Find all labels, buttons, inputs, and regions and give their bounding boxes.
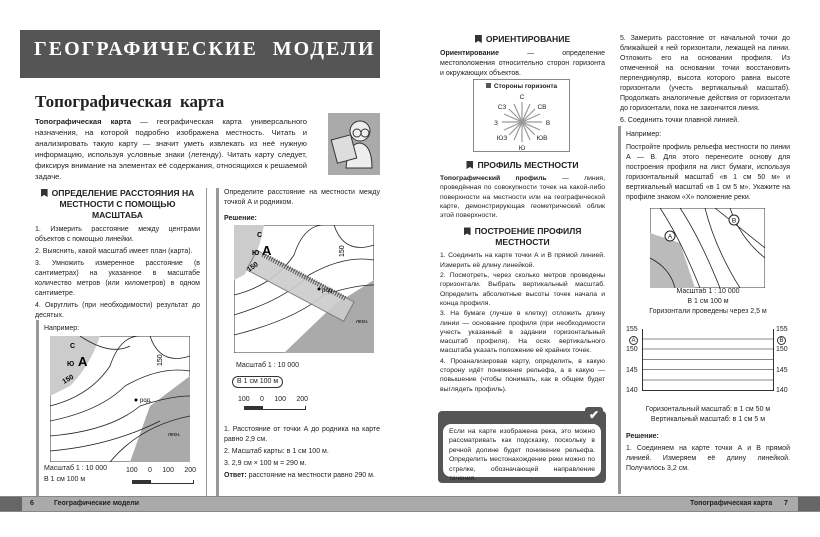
forest-label: лесн. [356, 319, 369, 325]
page-number: 6 [30, 500, 34, 507]
section-heading: ОРИЕНТИРОВАНИЕ [485, 34, 571, 44]
axis-tick-label: 155 [626, 326, 638, 333]
point-a-label: А [262, 243, 272, 258]
section-heading: ПРОФИЛЬ МЕСТНОСТИ [477, 160, 579, 170]
right-footer [410, 496, 820, 512]
profile-definition: Топографический профиль — линия, проведённая по совокупности точек на какой-либо поверхности на местности или на географической карте, демонстрирующая геометрический облик этой поверхности. [440, 175, 605, 220]
column-divider [206, 188, 207, 498]
footer-tab [0, 497, 22, 511]
solution-step: 3. 2,9 см × 100 м = 290 м. [224, 460, 307, 467]
answer-text: расстояние на местности равно 290 м. [246, 472, 375, 479]
south-label: Ю [67, 361, 75, 368]
step: 1. Соединить на карте точки А и В прямой линией. Измерить её длину линейкой. [440, 252, 605, 269]
footer-title: Топографическая карта [690, 500, 773, 507]
contour-label: 150 [246, 261, 260, 274]
axis-tick-label: 145 [776, 367, 788, 374]
contour-label: 150 [157, 354, 164, 366]
scale-named-box: В 1 см 100 м [232, 376, 283, 388]
distance-section [35, 188, 200, 323]
scale-named: В 1 см 100 м [687, 298, 729, 305]
profile-baseline [642, 390, 774, 391]
axis-tick-label: 140 [776, 387, 788, 394]
compass-s: Ю [518, 145, 526, 152]
axis-tick-label: 155 [776, 326, 788, 333]
example-label: Например: [44, 325, 80, 332]
bookmark-icon [475, 35, 482, 43]
bookmark-icon [466, 161, 473, 169]
scale-bar [244, 406, 306, 410]
contour-label: 150 [61, 373, 76, 386]
scale-named: В 1 см 100 м [44, 476, 86, 483]
compass-w: З [494, 120, 498, 127]
solution-label: Решение: [224, 215, 257, 222]
north-label: С [70, 343, 76, 350]
topo-map-example [50, 336, 190, 462]
compass-se: ЮВ [536, 135, 548, 142]
contour-label: 150 [339, 245, 346, 257]
map-caption [626, 287, 790, 317]
solution-step: 2. Масштаб карты: в 1 см 100 м. [224, 448, 329, 455]
profile-grid [626, 325, 790, 397]
solution-text: 1. Соединяем на карте точки А и В прямой линией. Измеряем её длину линейкой. Получилось 3,2 см. [626, 445, 790, 472]
example-task: Постройте профиль рельефа местности по линии А — В. Для этого перенесите основу для построения профиля на лист бумаги, используя горизонтальный масштаб «в 1 см 50 м» и вертикальный масштаб «в 1 см 5 м». Укажите на профиле знаком «Х» положение реки. [626, 144, 790, 201]
compass-n: С [519, 94, 525, 101]
map-point-a: А [667, 233, 673, 241]
compass-rose-icon [474, 92, 571, 152]
scale-text: Масштаб 1 : 10 000 [676, 288, 740, 295]
spring-label: род. [140, 398, 152, 404]
scale-text: Масштаб 1 : 10 000 [236, 362, 300, 369]
task-column [224, 188, 380, 226]
task-bar [216, 188, 219, 498]
orientation-definition: Ориентирование — определение местоположения относительно сторон горизонта и окружающих объектов. [440, 50, 605, 77]
answer [224, 471, 380, 481]
horizontal-scale: Горизонтальный масштаб: в 1 см 50 м [645, 406, 771, 413]
step: 4. Округлить (при необходимости) результат до десятых. [35, 302, 200, 319]
map-point-b: В [731, 217, 737, 225]
grid-lines [642, 329, 774, 391]
profile-section [440, 160, 605, 395]
compass-nw: СЗ [497, 104, 507, 111]
solution-label: Решение: [626, 433, 659, 440]
reader-illustration [328, 113, 380, 175]
compass-e: В [545, 120, 551, 127]
profile-point-b: В [777, 336, 786, 345]
axis-tick-label: 140 [626, 387, 638, 394]
compass-box [473, 79, 570, 152]
task-text: Определите расстояние на местности между точкой А и родником. [224, 189, 380, 206]
profile-point-a: А [629, 336, 638, 345]
orientation-column [440, 34, 605, 81]
left-footer [0, 496, 410, 512]
step: 1. Измерить расстояние между центрами объектов с помощью линейки. [35, 226, 200, 243]
section-heading: ПОСТРОЕНИЕ ПРОФИЛЯ МЕСТНОСТИ [474, 226, 582, 248]
scale-bar-labels: 100 0 100 200 [238, 396, 308, 403]
example-bar [618, 126, 621, 494]
compass-title: Стороны горизонта [493, 83, 558, 90]
compass-sw: ЮЗ [496, 135, 508, 142]
axis-tick-label: 145 [626, 367, 638, 374]
tip-box [438, 408, 606, 483]
example-block [626, 130, 790, 205]
checkmark-icon: ✔ [585, 407, 603, 423]
intro-paragraph [35, 116, 307, 182]
solution-step: 1. Расстояние от точки А до родника на карте равно 2,9 см. [224, 426, 380, 443]
step: 5. Замерить расстояние от начальной точки до ближайшей к ней горизонтали, лежащей на линии. Отложить его на основании профиля. Из отмеченной на основании точки восстановить перпендикуляр, высота которого равна высоте горизонтали (учесть вертикальный масштаб). Продолжать аналогичные действия от горизонтали до горизонтали, пока не закончится линия. [620, 35, 790, 112]
profile-scales [626, 405, 790, 425]
profile-column [620, 34, 790, 128]
step: 2. Посмотреть, через сколько метров проведены горизонтали. Выбрать вертикальный масштаб. Определить абсолютные высоты точек начала и конца профиля. [440, 272, 605, 307]
axis-tick-label: 150 [626, 346, 638, 353]
intro-text: — географическая карта универсального назначения, на которой подробно изображена местность. Читать и анализировать такую карту — значит уметь извлекать из неё нужную информацию, используя условные знаки (легенду). Читать карту следует, фиксируя внимание на элементах её содержания, относящихся к решаемой задаче. [35, 117, 307, 181]
chapter-header: ГЕОГРАФИЧЕСКИЕ МОДЕЛИ [20, 30, 380, 78]
example-bar [36, 320, 39, 498]
solution-block [626, 432, 790, 476]
step: 2. Выяснить, какой масштаб имеет план (карта). [35, 248, 193, 255]
bookmark-icon [464, 227, 471, 235]
bookmark-icon [41, 189, 48, 197]
square-bullet-icon [486, 83, 491, 88]
spring-label: род. [322, 288, 334, 294]
solution-steps [224, 425, 380, 483]
step: 6. Соединить точки плавной линией. [620, 117, 740, 124]
north-label: С [257, 232, 263, 239]
step: 3. Умножить измеренное расстояние (в сантиметрах) на указанное в масштабе количество метров (или километров) в одном сантиметре. [35, 260, 200, 297]
scale-text: Масштаб 1 : 10 000 [44, 465, 108, 472]
example-label: Например: [626, 131, 662, 138]
scale-bar-labels: 100 0 100 200 [126, 467, 196, 474]
scale-bar [132, 480, 194, 484]
intro-term: Топографическая карта [35, 117, 132, 126]
page-number: 7 [784, 500, 788, 507]
topo-map-ruler [234, 225, 374, 353]
step: 4. Проанализировав карту, определить, в какую сторону идёт понижение рельефа, а в какую — повышение (чтобы понимать, как в общем будет выглядеть профиль). [440, 357, 605, 393]
footer-title: Географические модели [54, 500, 140, 507]
step: 3. На бумаге (лучше в клетку) отложить длину линии — основание профиля (при необходимости учесть указанный в задании горизонтальный масштаб профиля). На осях вертикального масштаба указать положение её крайних точек. [440, 310, 605, 355]
reader-icon [328, 113, 380, 175]
answer-label: Ответ: [224, 472, 247, 479]
footer-tab [798, 497, 820, 511]
axis-tick-label: 150 [776, 346, 788, 353]
topo-map-ab [650, 208, 765, 288]
point-a-label: А [78, 354, 88, 369]
contour-interval: Горизонтали проведены через 2,5 м [649, 308, 767, 315]
compass-ne: СВ [537, 104, 547, 111]
section-heading: ОПРЕДЕЛЕНИЕ РАССТОЯНИЯ НА МЕСТНОСТИ С ПОМОЩЬЮ МАСШТАБА [35, 188, 200, 221]
tip-text: Если на карте изображена река, это можно рассматривать как подсказку, поскольку в речной долине будет понижение рельефа. Определить местонахождение реки можно по стрелке, обозначающей направление течения. [443, 424, 601, 477]
forest-label: лесн. [168, 432, 181, 438]
south-label: Ю [252, 250, 260, 257]
vertical-scale: Вертикальный масштаб: в 1 см 5 м [650, 416, 766, 423]
page-title: Топографическая карта [35, 92, 225, 111]
